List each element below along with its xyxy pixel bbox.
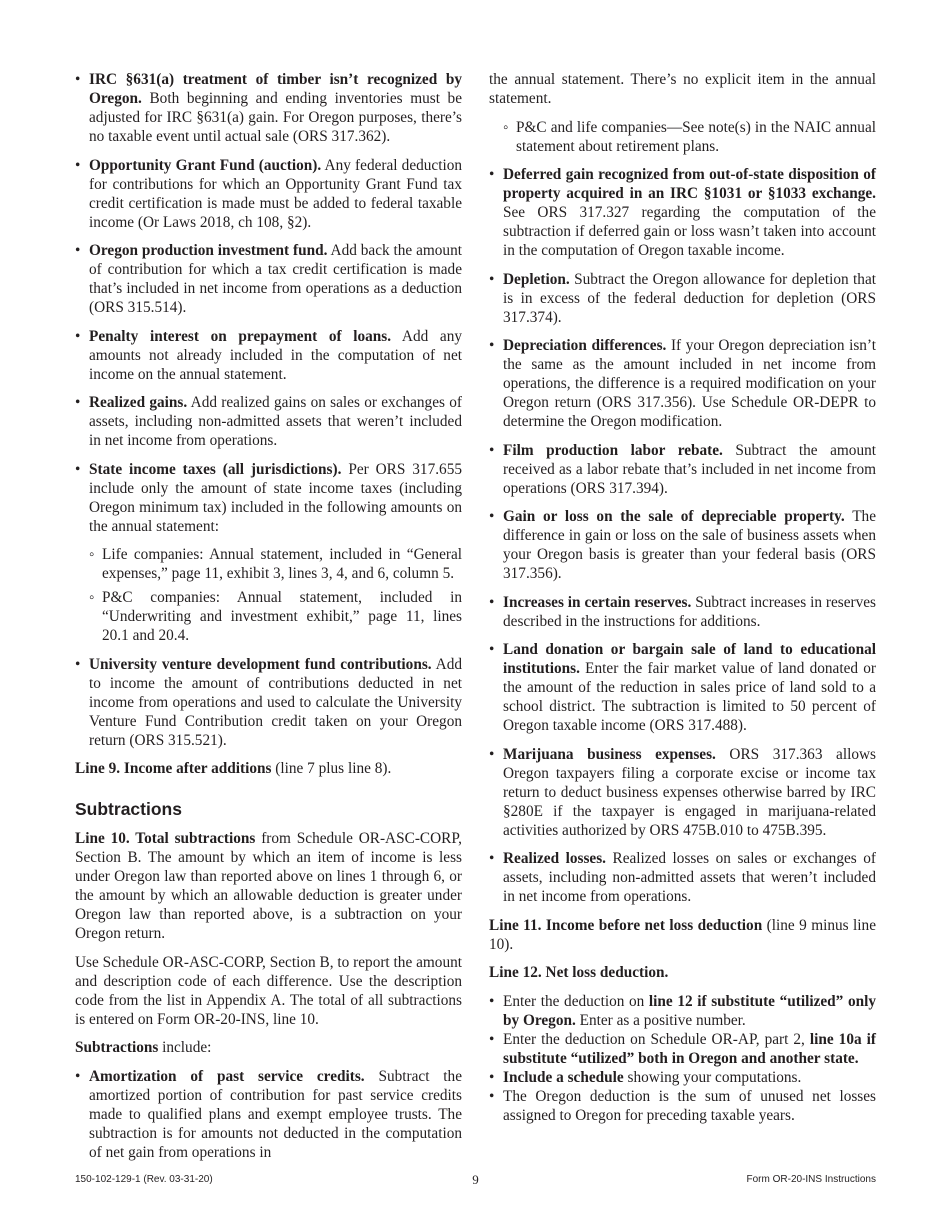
item-heading: Realized gains. bbox=[89, 394, 188, 411]
bullet-icon: • bbox=[489, 166, 495, 183]
line-text: from Schedule OR-ASC-CORP, Section B. The amount by which an item of income is less under Oregon law than reported above on lines 1 through 6, or the amount by which an allowable deduction is greater under Oregon law than reported above, is a subtraction on your Oregon return. bbox=[75, 830, 462, 942]
item-heading: Gain or loss on the sale of depreciable property. bbox=[503, 508, 845, 525]
bullet-icon: • bbox=[75, 242, 81, 259]
item-text: Enter the deduction on bbox=[503, 992, 649, 1010]
subtraction-item-gain-loss bbox=[489, 507, 876, 583]
addition-item-opportunity-grant bbox=[75, 156, 462, 232]
sub-item-pc-life-companies bbox=[503, 118, 876, 156]
addition-item-timber bbox=[75, 70, 462, 146]
subtraction-item-marijuana bbox=[489, 745, 876, 840]
bullet-icon: • bbox=[75, 460, 81, 478]
item-text: Subtract the Oregon allowance for depletion that is in excess of the federal deduction for depletion (ORS 317.374). bbox=[503, 270, 876, 326]
sub-item-life-companies bbox=[89, 545, 462, 583]
item-text: Enter the deduction on Schedule OR-AP, part 2, bbox=[503, 1030, 810, 1048]
bullet-icon: • bbox=[489, 337, 495, 354]
item-emphasis: line 12 if substitute “utilized” only by Oregon. bbox=[503, 992, 876, 1029]
form-number: 150-102-129-1 (Rev. 03-31-20) bbox=[75, 1174, 213, 1185]
item-text: Enter the fair market value of land donated or the amount of the reduction in sales price of land sold to a school district. The subtraction is limited to 50 percent of Oregon taxable income (ORS 317.488). bbox=[503, 660, 876, 734]
item-heading: Realized losses. bbox=[503, 850, 606, 867]
line-12-paragraph bbox=[489, 963, 876, 982]
item-text: Add to income the amount of contributions deducted in net income from operations and used to calculate the University Venture Fund Contribution credit taken on your Oregon return (ORS 315.521). bbox=[89, 655, 462, 749]
item-text: Subtract the amount received as a labor rebate that’s included in net income from operations (ORS 317.394). bbox=[503, 441, 876, 497]
sub-bullet-icon: ◦ bbox=[89, 589, 95, 606]
item-text: Subtract increases in reserves described in the instructions for additions. bbox=[503, 593, 877, 630]
subtraction-item-depreciation bbox=[489, 336, 876, 431]
sub-bullet-icon: ◦ bbox=[89, 546, 95, 563]
item-heading: IRC §631(a) treatment of timber isn’t recognized by Oregon. bbox=[89, 71, 462, 107]
bullet-icon: • bbox=[75, 327, 81, 345]
item-text: Add any amounts not already included in the computation of net income on the annual statement. bbox=[89, 327, 462, 383]
line-heading: Line 11. Income before net loss deduction bbox=[489, 916, 763, 934]
bullet-icon: • bbox=[489, 441, 495, 459]
item-text: ORS 317.363 allows Oregon taxpayers filing a corporate excise or income tax return to deduct business expenses otherwise barred by IRC §280E if the taxpayer is engaged in marijuana-related activities authorized by ORS 475B.010 to 475B.395. bbox=[503, 745, 876, 839]
subtraction-item-deferred-gain bbox=[489, 165, 876, 260]
item-text: The difference in gain or loss on the sale of business assets when your Oregon basis is greater than your federal basis (ORS 317.356). bbox=[503, 508, 876, 582]
line-9-paragraph bbox=[75, 759, 462, 778]
item-text: If your Oregon depreciation isn’t the same as the amount included in net income from operations, the difference is a required modification on your Oregon return (ORS 317.356). Use Schedule OR-DEPR to determine the Oregon modification. bbox=[503, 337, 876, 430]
item-emphasis: line 10a if substitute “utilized” both in Oregon and another state. bbox=[503, 1030, 876, 1067]
item-text: Enter as a positive number. bbox=[575, 1011, 746, 1029]
subtractions-heading: Subtractions bbox=[75, 799, 182, 819]
net-loss-item-schedule bbox=[489, 1068, 876, 1087]
addition-item-realized-gains bbox=[75, 393, 462, 450]
bullet-icon: • bbox=[489, 1030, 495, 1048]
item-text: Per ORS 317.655 include only the amount of state income taxes (including Oregon minimum tax) included in the following amounts on the annual statement: bbox=[89, 460, 463, 535]
item-heading: Land donation or bargain sale of land to educational institutions. bbox=[503, 641, 876, 677]
net-loss-item-oregon-deduction bbox=[489, 1087, 876, 1125]
subtraction-item-amortization bbox=[75, 1067, 462, 1162]
bullet-icon: • bbox=[489, 593, 495, 611]
item-text: showing your computations. bbox=[623, 1068, 802, 1086]
bullet-icon: • bbox=[489, 1068, 495, 1086]
para-heading: Subtractions bbox=[75, 1039, 159, 1056]
item-heading: Film production labor rebate. bbox=[503, 441, 723, 459]
item-heading: Penalty interest on prepayment of loans. bbox=[89, 327, 392, 345]
item-heading: Opportunity Grant Fund (auction). bbox=[89, 156, 322, 174]
addition-item-penalty-interest bbox=[75, 327, 462, 384]
para-text: include: bbox=[158, 1039, 212, 1056]
bullet-icon: • bbox=[489, 1087, 495, 1105]
addition-item-university-fund bbox=[75, 655, 462, 750]
addition-item-state-income-taxes bbox=[75, 460, 462, 536]
net-loss-item-multistate bbox=[489, 1030, 876, 1068]
bullet-icon: • bbox=[75, 1067, 81, 1085]
bullet-icon: • bbox=[75, 394, 81, 411]
sub-item-text: P&C companies: Annual statement, included in “Underwriting and investment exhibit,” page 11, lines 20.1 and 20.4. bbox=[102, 589, 462, 644]
item-text: The Oregon deduction is the sum of unused net losses assigned to Oregon for preceding taxable years. bbox=[503, 1087, 876, 1124]
page-body bbox=[75, 70, 876, 1160]
page-footer bbox=[75, 1172, 876, 1188]
bullet-icon: • bbox=[75, 156, 81, 174]
item-text: Any federal deduction for contributions for which an Opportunity Grant Fund tax credit certification is made must be added to federal taxable income (Or Laws 2018, ch 108, §2). bbox=[89, 156, 462, 231]
line-10-paragraph bbox=[75, 829, 462, 943]
sub-bullet-icon: ◦ bbox=[503, 118, 509, 136]
subtraction-item-land-donation bbox=[489, 640, 876, 735]
subtractions-include-paragraph bbox=[75, 1038, 462, 1057]
line-heading: Line 12. Net loss deduction. bbox=[489, 964, 669, 981]
subtraction-item-realized-losses bbox=[489, 849, 876, 906]
item-text: Add back the amount of contribution for which a tax credit certification is made that’s included in net income from operations as a deduction (ORS 315.514). bbox=[89, 242, 462, 316]
addition-item-production-fund bbox=[75, 241, 462, 317]
item-heading: Increases in certain reserves. bbox=[503, 593, 692, 611]
item-heading: Deferred gain recognized from out-of-state disposition of property acquired in an IRC §1031 or §1033 exchange. bbox=[503, 166, 876, 202]
item-emphasis: Include a schedule bbox=[503, 1068, 624, 1086]
right-column bbox=[489, 70, 876, 1125]
bullet-icon: • bbox=[489, 641, 495, 658]
page-number: 9 bbox=[472, 1172, 479, 1187]
bullet-icon: • bbox=[75, 655, 81, 673]
line-heading: Line 10. Total subtractions bbox=[75, 830, 256, 847]
use-schedule-paragraph: Use Schedule OR-ASC-CORP, Section B, to report the amount and description code of each difference. Use the description code from the list in Appendix A. The total of all subtractions is entered on Form OR-20-INS, line 10. bbox=[75, 953, 462, 1028]
form-title: Form OR-20-INS Instructions bbox=[746, 1174, 876, 1185]
item-heading: Oregon production investment fund. bbox=[89, 242, 328, 259]
item-heading: Depletion. bbox=[503, 270, 570, 288]
bullet-icon: • bbox=[75, 71, 81, 88]
item-heading: Amortization of past service credits. bbox=[89, 1067, 365, 1085]
line-heading: Line 9. Income after additions bbox=[75, 760, 272, 777]
item-heading: University venture development fund contributions. bbox=[89, 655, 432, 673]
bullet-icon: • bbox=[489, 850, 495, 867]
subtraction-item-film-rebate bbox=[489, 441, 876, 498]
bullet-icon: • bbox=[489, 270, 495, 288]
item-heading: State income taxes (all jurisdictions). bbox=[89, 460, 342, 478]
bullet-icon: • bbox=[489, 992, 495, 1010]
item-text: Both beginning and ending inventories must be adjusted for IRC §631(a) gain. For Oregon purposes, there’s no taxable event until actual sale (ORS 317.362). bbox=[89, 90, 462, 145]
subtraction-item-reserves bbox=[489, 593, 876, 631]
line-text: (line 7 plus line 8). bbox=[271, 760, 392, 777]
sub-item-text: Life companies: Annual statement, included in “General expenses,” page 11, exhibit 3, lines 3, 4, and 6, column 5. bbox=[102, 546, 462, 582]
continued-text: the annual statement. There’s no explicit item in the annual statement. bbox=[489, 71, 876, 107]
subtraction-item-depletion bbox=[489, 270, 876, 327]
bullet-icon: • bbox=[489, 745, 495, 763]
item-text: See ORS 317.327 regarding the computation of the subtraction if deferred gain or loss wasn’t taken into account in the computation of Oregon taxable income. bbox=[503, 204, 876, 259]
item-heading: Depreciation differences. bbox=[503, 337, 667, 354]
sub-item-pc-companies bbox=[89, 588, 462, 645]
line-text: (line 9 minus line 10). bbox=[489, 916, 876, 953]
item-text: Add realized gains on sales or exchanges of assets, including non-admitted assets that weren’t included in net income from operations. bbox=[89, 394, 462, 449]
bullet-icon: • bbox=[489, 508, 495, 525]
sub-item-text: P&C and life companies—See note(s) in the NAIC annual statement about retirement plans. bbox=[516, 118, 876, 155]
item-heading: Marijuana business expenses. bbox=[503, 745, 716, 763]
line-11-paragraph bbox=[489, 916, 876, 954]
net-loss-item-oregon-only bbox=[489, 992, 876, 1030]
item-text: Subtract the amortized portion of contribution for past service credits made to qualified plans and exempt employee trusts. The subtraction is for amounts not deducted in the computation of net gain from operations in bbox=[89, 1067, 462, 1161]
left-column bbox=[75, 70, 462, 1171]
item-text: Realized losses on sales or exchanges of assets, including non-admitted assets that weren’t included in net income from operations. bbox=[503, 850, 876, 905]
